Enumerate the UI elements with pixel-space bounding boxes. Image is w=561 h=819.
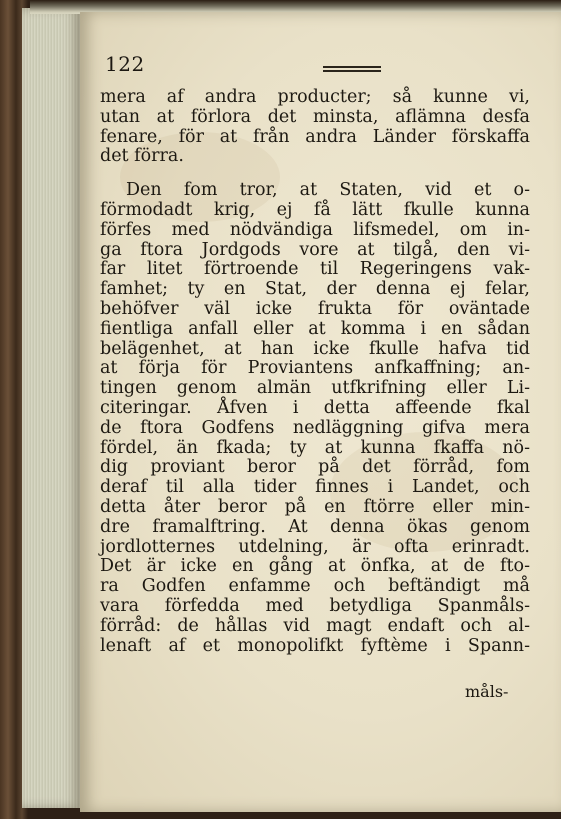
text-line: at förja för Proviantens anfkaffning; an- — [100, 358, 530, 379]
text-line: deraf til alla tider finnes i Landet, och — [100, 477, 530, 498]
text-line: Det är icke en gång at önfka, at de fto- — [100, 556, 530, 577]
text-line: famhet; ty en Stat, der denna ej felar, — [100, 279, 530, 300]
page-header — [105, 52, 435, 82]
text-line: far litet förtroende til Regeringens vak- — [100, 259, 530, 280]
page-number: 122 — [105, 52, 145, 76]
text-line: lenaft af et monopolifkt fyftème i Spann- — [100, 635, 530, 656]
text-line: jordlotternes utdelning, är ofta erinradt. — [100, 536, 530, 557]
text-line: ga ftora Jordgods vore at tilgå, den vi- — [100, 239, 530, 260]
text-line: det förra. — [100, 146, 184, 167]
text-line: fenare, för at från andra Länder förskaffa — [100, 126, 530, 147]
text-line: förfes med nödvändiga lifsmedel, om in- — [100, 219, 530, 240]
text-line: tingen genom almän utfkrifning eller Li- — [100, 378, 530, 399]
catchword: måls- — [465, 682, 509, 701]
text-line: ra Godfen enfamme och beftändigt må — [100, 576, 530, 597]
text-line: dre framalftring. At denna ökas genom — [100, 516, 530, 537]
text-line: utan at förlora det minsta, aflämna desfa — [100, 106, 530, 127]
text-line: citeringar. Åfven i detta affeende fkal — [100, 397, 530, 418]
page-block-edge — [22, 8, 81, 808]
text-line: förråd: de hållas vid magt endaft och al- — [100, 615, 530, 636]
text-line: behöfver väl icke frukta för oväntade — [100, 298, 530, 319]
header-rule-ornament — [323, 66, 381, 73]
text-line: dig proviant beror på det förråd, fom — [100, 457, 530, 478]
body-text — [100, 88, 530, 656]
text-line: detta åter beror på en ftörre eller min- — [100, 496, 530, 517]
text-line: mera af andra producter; så kunne vi, — [100, 87, 530, 107]
text-line: fördel, än fkada; ty at kunna fkaffa nö- — [100, 437, 530, 458]
text-line: förmodadt krig, ej få lätt fkulle kunna — [100, 199, 530, 220]
text-line: belägenhet, at han icke fkulle hafva tid — [100, 338, 530, 359]
text-line: vara förfedda med betydliga Spanmåls- — [100, 595, 530, 616]
text-line: de ftora Godfens nedläggning gifva mera — [100, 417, 530, 438]
text-line: Den fom tror, at Staten, vid et o- — [126, 180, 530, 201]
text-line: fientliga anfall eller at komma i en sådan — [100, 318, 530, 339]
